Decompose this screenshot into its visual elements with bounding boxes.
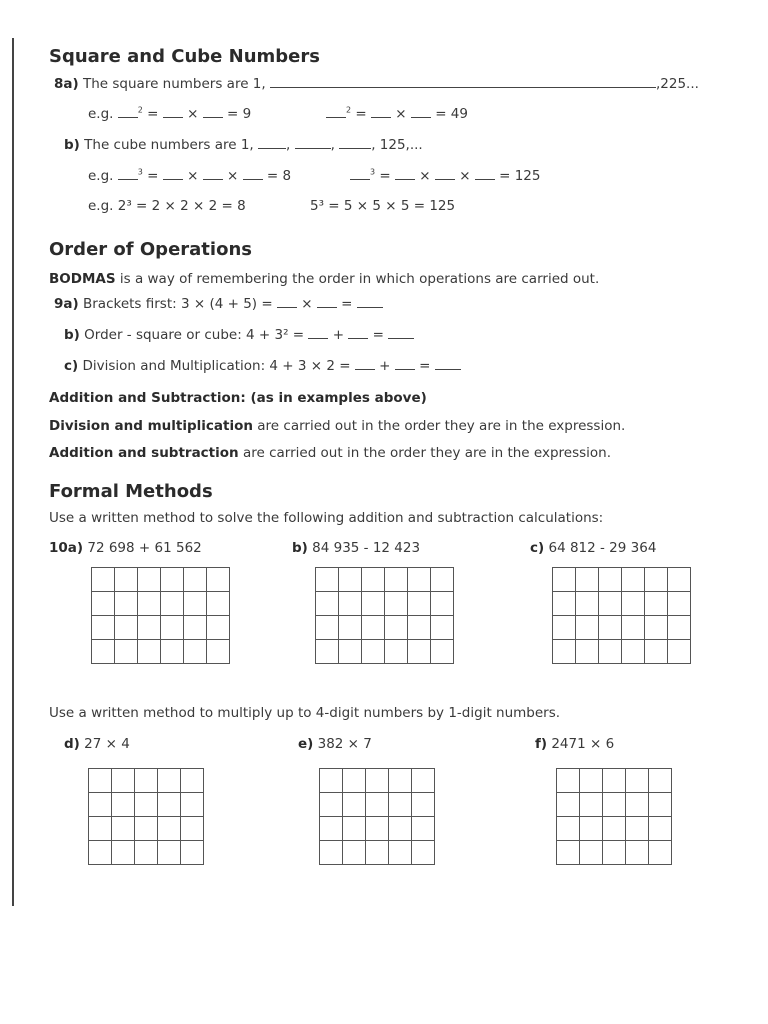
rule-term: Addition and subtraction	[49, 445, 239, 461]
grid-cell[interactable]	[339, 640, 362, 664]
question-label: 10a)	[49, 540, 84, 556]
eg-prefix: e.g.	[88, 168, 114, 184]
grid-cell[interactable]	[115, 616, 138, 640]
answer-blank[interactable]	[395, 357, 415, 370]
grid-cell[interactable]	[92, 616, 115, 640]
question-text: 84 935 - 12 423	[312, 540, 421, 556]
grid-cell[interactable]	[181, 769, 204, 793]
grid-cell[interactable]	[89, 817, 112, 841]
times: ×	[187, 106, 199, 122]
equals: =	[147, 168, 159, 184]
question-9b	[64, 326, 414, 343]
grid-cell[interactable]	[580, 793, 603, 817]
grid-cell[interactable]	[115, 592, 138, 616]
grid-cell[interactable]	[181, 841, 204, 865]
answer-grid-10f[interactable]	[556, 768, 672, 865]
grid-cell[interactable]	[576, 616, 599, 640]
question-label: b)	[64, 137, 80, 153]
grid-cell[interactable]	[89, 841, 112, 865]
equals: =	[355, 106, 367, 122]
grid-cell[interactable]	[362, 592, 385, 616]
rule-text: are carried out in the order they are in the expression.	[242, 445, 611, 461]
grid-cell[interactable]	[412, 817, 435, 841]
answer-blank[interactable]	[435, 167, 455, 180]
section-title-order-operations: Order of Operations	[49, 239, 252, 260]
grid-row	[320, 793, 435, 817]
grid-cell[interactable]	[622, 568, 645, 592]
answer-blank[interactable]	[371, 105, 391, 118]
question-label: 9a)	[54, 296, 79, 312]
grid-cell[interactable]	[626, 817, 649, 841]
grid-row	[557, 841, 672, 865]
grid-cell[interactable]	[320, 769, 343, 793]
result: = 49	[435, 106, 468, 122]
grid-cell[interactable]	[161, 640, 184, 664]
answer-blank[interactable]	[163, 105, 183, 118]
question-10c	[530, 540, 656, 556]
answer-blank[interactable]	[270, 75, 656, 88]
grid-cell[interactable]	[158, 769, 181, 793]
superscript: 3	[137, 167, 143, 177]
eg-prefix: e.g.	[88, 198, 114, 214]
grid-row	[320, 769, 435, 793]
grid-cell[interactable]	[626, 841, 649, 865]
equals: =	[419, 358, 431, 374]
grid-row	[92, 640, 230, 664]
comma: ,	[330, 137, 335, 153]
example-8b-2	[350, 167, 540, 184]
grid-cell[interactable]	[362, 640, 385, 664]
grid-row	[553, 616, 691, 640]
grid-cell[interactable]	[158, 817, 181, 841]
equals: =	[147, 106, 159, 122]
grid-cell[interactable]	[339, 592, 362, 616]
grid-cell[interactable]	[412, 769, 435, 793]
grid-cell[interactable]	[181, 793, 204, 817]
grid-cell[interactable]	[553, 568, 576, 592]
grid-cell[interactable]	[362, 616, 385, 640]
rule-term: Division and multiplication	[49, 418, 253, 434]
question-text: Order - square or cube: 4 + 3² =	[84, 327, 305, 343]
bodmas-intro	[49, 271, 599, 287]
grid-cell[interactable]	[649, 793, 672, 817]
grid-cell[interactable]	[316, 592, 339, 616]
grid-cell[interactable]	[431, 640, 454, 664]
rule-division-multiplication	[49, 418, 625, 434]
grid-row	[316, 592, 454, 616]
grid-cell[interactable]	[115, 640, 138, 664]
grid-cell[interactable]	[89, 769, 112, 793]
grid-cell[interactable]	[184, 592, 207, 616]
grid-cell[interactable]	[161, 592, 184, 616]
question-10b	[292, 540, 420, 556]
grid-cell[interactable]	[184, 616, 207, 640]
grid-row	[553, 640, 691, 664]
operator: ×	[301, 296, 313, 312]
grid-cell[interactable]	[158, 841, 181, 865]
question-text: 72 698 + 61 562	[87, 540, 202, 556]
grid-cell[interactable]	[603, 817, 626, 841]
grid-cell[interactable]	[576, 640, 599, 664]
grid-cell[interactable]	[207, 640, 230, 664]
rule-addition-subtraction	[49, 445, 611, 461]
question-9a	[54, 295, 383, 312]
grid-row	[316, 568, 454, 592]
grid-cell[interactable]	[668, 592, 691, 616]
grid-cell[interactable]	[408, 568, 431, 592]
grid-cell[interactable]	[138, 592, 161, 616]
grid-cell[interactable]	[649, 841, 672, 865]
section-title-square-cube: Square and Cube Numbers	[49, 46, 320, 67]
grid-cell[interactable]	[580, 769, 603, 793]
grid-cell[interactable]	[92, 592, 115, 616]
grid-cell[interactable]	[580, 817, 603, 841]
answer-blank[interactable]	[308, 326, 328, 339]
grid-cell[interactable]	[138, 616, 161, 640]
question-text: Brackets first: 3 × (4 + 5) =	[82, 296, 273, 312]
grid-cell[interactable]	[112, 793, 135, 817]
question-8a	[54, 75, 699, 92]
grid-cell[interactable]	[115, 568, 138, 592]
grid-cell[interactable]	[389, 817, 412, 841]
grid-cell[interactable]	[207, 616, 230, 640]
answer-blank[interactable]	[203, 167, 223, 180]
answer-blank[interactable]	[243, 167, 263, 180]
question-8b	[64, 136, 423, 153]
grid-cell[interactable]	[576, 592, 599, 616]
grid-cell[interactable]	[668, 616, 691, 640]
question-label: b)	[64, 327, 80, 343]
grid-cell[interactable]	[366, 841, 389, 865]
grid-cell[interactable]	[668, 640, 691, 664]
grid-cell[interactable]	[343, 769, 366, 793]
equals: =	[379, 168, 391, 184]
grid-cell[interactable]	[557, 817, 580, 841]
superscript: 2	[137, 105, 143, 115]
grid-cell[interactable]	[135, 769, 158, 793]
answer-blank[interactable]	[339, 136, 371, 149]
example-8b-1	[88, 167, 291, 184]
answer-blank[interactable]	[357, 295, 383, 308]
grid-cell[interactable]	[343, 841, 366, 865]
answer-blank[interactable]	[388, 326, 414, 339]
formal-intro-multiplication: Use a written method to multiply up to 4-digit numbers by 1-digit numbers.	[49, 705, 561, 721]
grid-cell[interactable]	[622, 640, 645, 664]
rule-addition-subtraction-heading: Addition and Subtraction: (as in examples above)	[49, 390, 427, 406]
grid-cell[interactable]	[557, 841, 580, 865]
answer-blank[interactable]	[317, 295, 337, 308]
grid-cell[interactable]	[161, 568, 184, 592]
grid-cell[interactable]	[316, 616, 339, 640]
answer-grid-10a[interactable]	[91, 567, 230, 664]
grid-cell[interactable]	[161, 616, 184, 640]
result: = 125	[499, 168, 541, 184]
grid-cell[interactable]	[599, 640, 622, 664]
answer-blank[interactable]	[203, 105, 223, 118]
grid-cell[interactable]	[553, 592, 576, 616]
question-label: 8a)	[54, 76, 79, 92]
grid-row	[320, 817, 435, 841]
grid-cell[interactable]	[603, 793, 626, 817]
grid-cell[interactable]	[366, 793, 389, 817]
grid-row	[553, 568, 691, 592]
grid-cell[interactable]	[138, 640, 161, 664]
answer-blank[interactable]	[475, 167, 495, 180]
grid-cell[interactable]	[645, 616, 668, 640]
grid-cell[interactable]	[603, 769, 626, 793]
grid-row	[89, 817, 204, 841]
grid-row	[92, 568, 230, 592]
grid-cell[interactable]	[408, 640, 431, 664]
grid-cell[interactable]	[431, 568, 454, 592]
grid-cell[interactable]	[92, 568, 115, 592]
grid-cell[interactable]	[649, 817, 672, 841]
grid-cell[interactable]	[412, 793, 435, 817]
grid-cell[interactable]	[362, 568, 385, 592]
grid-cell[interactable]	[207, 568, 230, 592]
times: ×	[395, 106, 407, 122]
grid-cell[interactable]	[366, 817, 389, 841]
equals: =	[341, 296, 353, 312]
grid-cell[interactable]	[412, 841, 435, 865]
answer-grid-10c[interactable]	[552, 567, 691, 664]
comma: ,	[286, 137, 291, 153]
superscript: 3	[370, 167, 376, 177]
grid-row	[557, 769, 672, 793]
grid-cell[interactable]	[557, 769, 580, 793]
grid-cell[interactable]	[385, 592, 408, 616]
grid-cell[interactable]	[92, 640, 115, 664]
example-8a-2	[326, 105, 468, 122]
superscript: 2	[346, 105, 352, 115]
question-9c	[64, 357, 461, 374]
grid-cell[interactable]	[408, 616, 431, 640]
grid-cell[interactable]	[389, 769, 412, 793]
grid-cell[interactable]	[645, 568, 668, 592]
grid-row	[89, 841, 204, 865]
grid-cell[interactable]	[135, 841, 158, 865]
grid-cell[interactable]	[599, 616, 622, 640]
result: = 8	[266, 168, 292, 184]
question-label: d)	[64, 736, 80, 752]
times: ×	[226, 168, 239, 184]
example-line	[88, 198, 246, 214]
grid-cell[interactable]	[385, 640, 408, 664]
question-label: c)	[530, 540, 545, 556]
answer-blank[interactable]	[295, 136, 331, 149]
example-cube-2: 2³ = 2 × 2 × 2 = 8	[117, 198, 246, 214]
question-text: Division and Multiplication: 4 + 3 × 2 =	[82, 358, 351, 374]
grid-cell[interactable]	[668, 568, 691, 592]
grid-row	[92, 592, 230, 616]
answer-blank[interactable]	[435, 357, 461, 370]
question-end: ,225...	[655, 76, 699, 92]
grid-cell[interactable]	[343, 817, 366, 841]
grid-cell[interactable]	[599, 568, 622, 592]
answer-blank[interactable]	[118, 105, 138, 118]
grid-cell[interactable]	[316, 640, 339, 664]
example-cube-5: 5³ = 5 × 5 × 5 = 125	[310, 198, 456, 214]
grid-cell[interactable]	[580, 841, 603, 865]
question-label: c)	[64, 358, 79, 374]
grid-cell[interactable]	[645, 640, 668, 664]
grid-cell[interactable]	[389, 841, 412, 865]
answer-blank[interactable]	[163, 167, 183, 180]
grid-cell[interactable]	[343, 793, 366, 817]
grid-cell[interactable]	[158, 793, 181, 817]
question-text: 27 × 4	[84, 736, 130, 752]
grid-cell[interactable]	[138, 568, 161, 592]
answer-grid-10d[interactable]	[88, 768, 204, 865]
rule-text: are carried out in the order they are in the expression.	[257, 418, 626, 434]
grid-cell[interactable]	[431, 592, 454, 616]
question-10e	[298, 736, 372, 752]
answer-blank[interactable]	[350, 167, 370, 180]
answer-blank[interactable]	[118, 167, 138, 180]
grid-cell[interactable]	[181, 817, 204, 841]
section-title-formal-methods: Formal Methods	[49, 481, 213, 502]
grid-row	[316, 616, 454, 640]
grid-row	[316, 640, 454, 664]
comma: ,	[371, 137, 376, 153]
grid-cell[interactable]	[622, 592, 645, 616]
grid-cell[interactable]	[89, 793, 112, 817]
question-label: f)	[535, 736, 548, 752]
grid-cell[interactable]	[339, 568, 362, 592]
grid-row	[92, 616, 230, 640]
grid-cell[interactable]	[207, 592, 230, 616]
example-8a-1	[88, 105, 251, 122]
grid-cell[interactable]	[320, 793, 343, 817]
question-label: e)	[298, 736, 314, 752]
grid-row	[89, 793, 204, 817]
grid-cell[interactable]	[135, 817, 158, 841]
bodmas-term: BODMAS	[49, 271, 116, 287]
question-10f	[535, 736, 614, 752]
operator: +	[379, 358, 391, 374]
question-end: 125,...	[379, 137, 423, 153]
answer-blank[interactable]	[277, 295, 297, 308]
grid-cell[interactable]	[408, 592, 431, 616]
grid-cell[interactable]	[557, 793, 580, 817]
bodmas-description: is a way of remembering the order in which operations are carried out.	[119, 271, 600, 287]
answer-blank[interactable]	[348, 326, 368, 339]
answer-blank[interactable]	[355, 357, 375, 370]
grid-row	[557, 817, 672, 841]
grid-cell[interactable]	[431, 616, 454, 640]
grid-cell[interactable]	[626, 769, 649, 793]
formal-intro-addition: Use a written method to solve the following addition and subtraction calculations:	[49, 510, 604, 526]
grid-cell[interactable]	[112, 769, 135, 793]
answer-blank[interactable]	[411, 105, 431, 118]
grid-cell[interactable]	[626, 793, 649, 817]
eg-prefix: e.g.	[88, 106, 114, 122]
grid-cell[interactable]	[599, 592, 622, 616]
grid-cell[interactable]	[184, 640, 207, 664]
answer-blank[interactable]	[395, 167, 415, 180]
times: ×	[187, 168, 199, 184]
grid-cell[interactable]	[316, 568, 339, 592]
question-text: 382 × 7	[317, 736, 372, 752]
operator: +	[332, 327, 345, 343]
times: ×	[419, 168, 431, 184]
grid-cell[interactable]	[112, 841, 135, 865]
grid-cell[interactable]	[553, 640, 576, 664]
grid-cell[interactable]	[320, 817, 343, 841]
answer-blank[interactable]	[326, 105, 346, 118]
grid-cell[interactable]	[389, 793, 412, 817]
grid-cell[interactable]	[576, 568, 599, 592]
grid-row	[553, 592, 691, 616]
grid-cell[interactable]	[112, 817, 135, 841]
grid-cell[interactable]	[385, 616, 408, 640]
grid-row	[89, 769, 204, 793]
grid-cell[interactable]	[649, 769, 672, 793]
grid-cell[interactable]	[366, 769, 389, 793]
question-label: b)	[292, 540, 308, 556]
grid-cell[interactable]	[603, 841, 626, 865]
answer-grid-10b[interactable]	[315, 567, 454, 664]
grid-row	[320, 841, 435, 865]
grid-cell[interactable]	[339, 616, 362, 640]
grid-cell[interactable]	[320, 841, 343, 865]
grid-cell[interactable]	[385, 568, 408, 592]
equals: =	[372, 327, 384, 343]
question-10a	[49, 540, 202, 556]
grid-cell[interactable]	[553, 616, 576, 640]
times: ×	[459, 168, 471, 184]
grid-cell[interactable]	[622, 616, 645, 640]
grid-cell[interactable]	[645, 592, 668, 616]
grid-row	[557, 793, 672, 817]
page-margin-line	[12, 38, 14, 906]
question-10d	[64, 736, 130, 752]
question-text: The cube numbers are 1,	[84, 137, 254, 153]
question-text: 64 812 - 29 364	[548, 540, 657, 556]
answer-grid-10e[interactable]	[319, 768, 435, 865]
question-text: 2471 × 6	[551, 736, 615, 752]
grid-cell[interactable]	[184, 568, 207, 592]
result: = 9	[226, 106, 252, 122]
question-text: The square numbers are 1,	[82, 76, 266, 92]
answer-blank[interactable]	[258, 136, 286, 149]
grid-cell[interactable]	[135, 793, 158, 817]
